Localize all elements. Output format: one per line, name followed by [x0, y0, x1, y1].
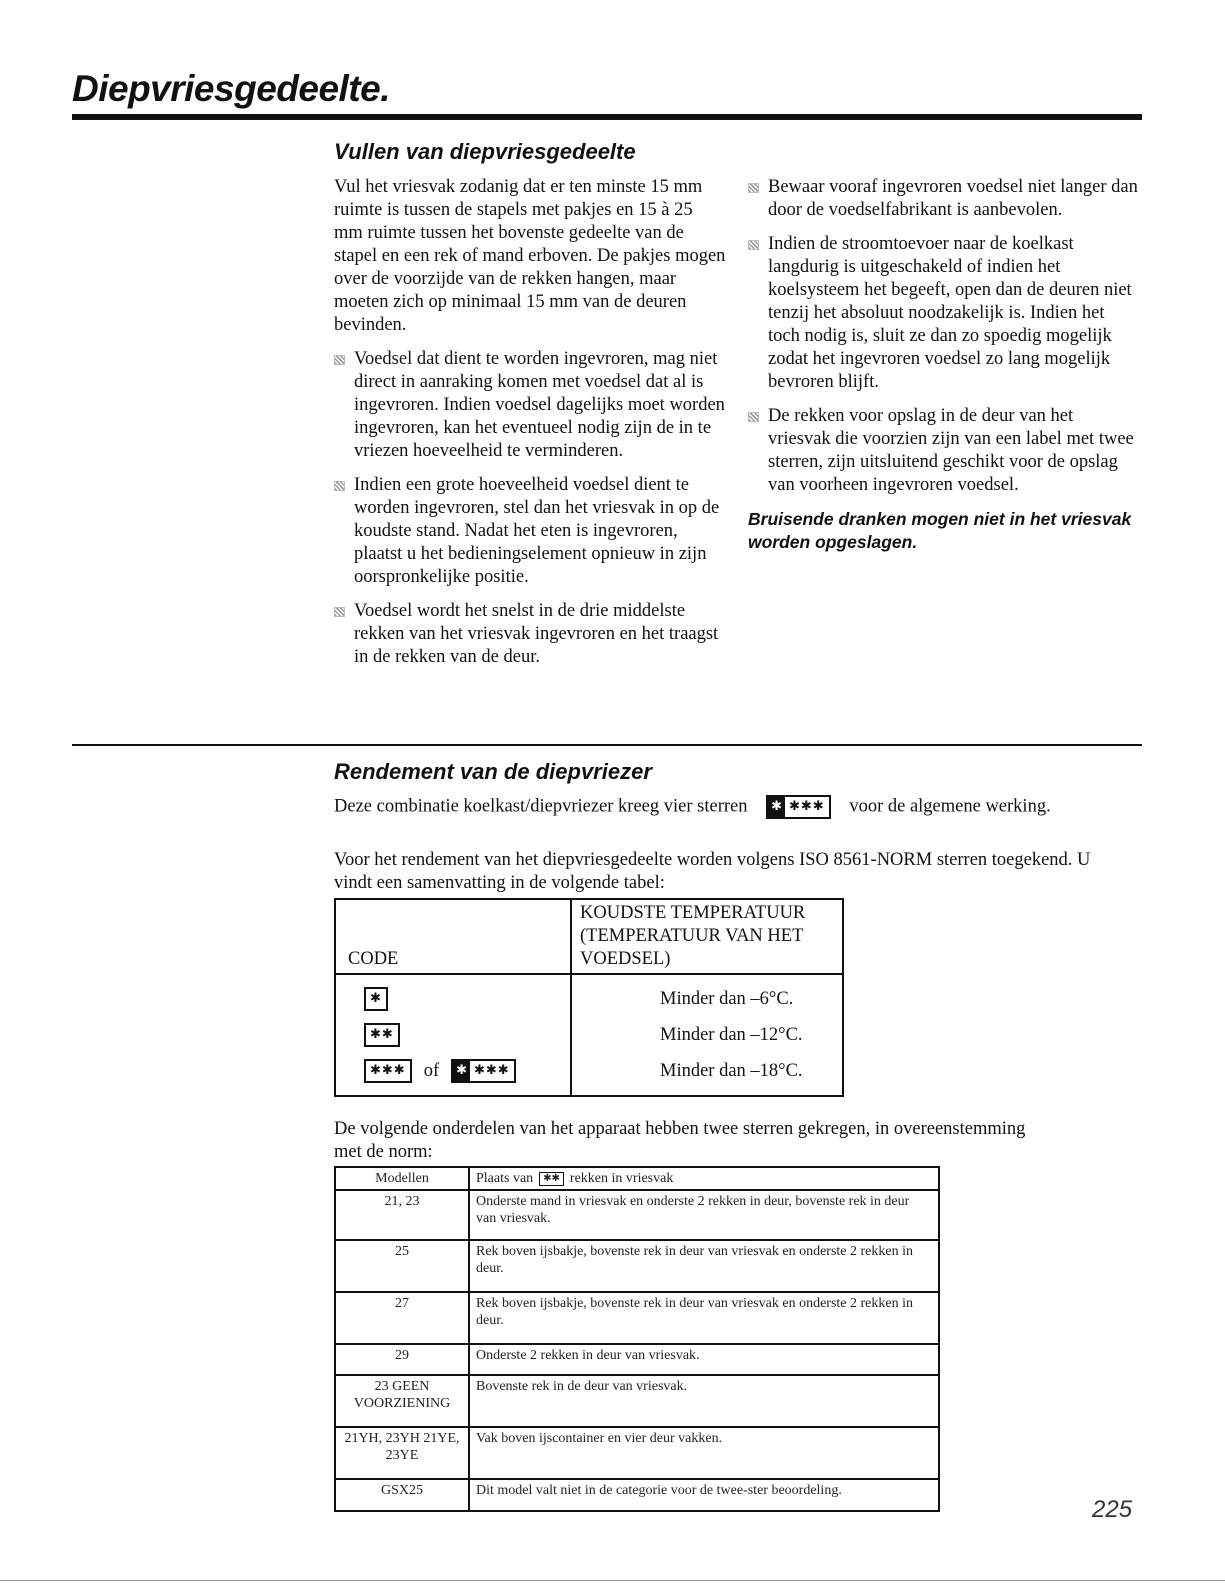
table-header-row [335, 1167, 939, 1190]
section-heading-efficiency: Rendement van de diepvriezer [334, 759, 652, 784]
place-cell: Onderste mand in vriesvak en onderste 2 rekken in deur, bovenste rek in deur van vriesvak. [469, 1190, 939, 1240]
four-star-text-after: voor de algemene werking. [849, 796, 1051, 817]
code-three-four-star [364, 1053, 570, 1089]
bullet-icon [334, 355, 345, 365]
model-cell: GSX25 [335, 1479, 469, 1511]
temperature-value: Minder dan –6°C. [660, 988, 794, 1009]
table-row [335, 1375, 939, 1427]
four-star-rating-icon [766, 795, 831, 819]
model-cell: 23 GEEN VOORZIENING [335, 1375, 469, 1427]
model-cell: 29 [335, 1344, 469, 1375]
two-star-icon: ✱✱ [364, 1023, 400, 1047]
table-body-row [335, 974, 843, 1096]
header-temperature: KOUDSTE TEMPERATUUR (TEMPERATUUR VAN HET VOEDSEL) [571, 899, 843, 974]
section-divider [72, 744, 1142, 746]
two-star-icon: ✱✱ [539, 1172, 564, 1186]
bullet-text: Voedsel dat dient te worden ingevroren, mag niet direct in aanraking komen met voedsel dat al is ingevroren. Indien voedsel dagelijks moet worden ingevroren, kan het eventueel nodig zijn de in te vriezen hoeveelheid te verminderen. [354, 349, 725, 461]
intro-paragraph: Vul het vriesvak zodanig dat er ten minste 15 mm ruimte is tussen de stapels met pakjes en 15 à 25 mm ruimte tussen het bovenste gedeelte van de stapel en een rek of mand erboven. De pakjes mogen over de voorzijde van de rekken hangen, maar moeten zich op minimaal 15 mm van de deuren bevinden. [334, 177, 726, 335]
right-column [748, 176, 1138, 554]
bullet-icon [334, 607, 345, 617]
page-bottom-edge [0, 1580, 1225, 1581]
one-star-icon: ✱ [364, 987, 388, 1011]
four-star-text-before: Deze combinatie koelkast/diepvriezer kreeg vier sterren [334, 796, 748, 817]
table-row [335, 1427, 939, 1479]
three-star-icon: ✱✱✱ [789, 799, 825, 814]
header-code: CODE [335, 899, 571, 974]
model-cell: 21YH, 23YH 21YE, 23YE [335, 1427, 469, 1479]
bullet-item [748, 405, 1138, 497]
bullet-item [748, 233, 1138, 394]
four-star-rating-icon: ✱ ✱✱✱ [451, 1059, 516, 1083]
bullet-item [334, 474, 726, 589]
bullet-icon [748, 240, 759, 250]
two-star-paragraph: De volgende onderdelen van het apparaat hebben twee sterren gekregen, in overeenstemming met de norm: [334, 1119, 1026, 1162]
temperature-value: Minder dan –12°C. [660, 1024, 803, 1045]
bullet-text: Indien de stroomtoevoer naar de koelkast langdurig is uitgeschakeld of indien het koelsysteem het begeeft, open dan de deuren niet tenzij het absoluut noodzakelijk is. Indien het toch nodig is, sluit ze dan zo spoedig mogelijk zodat het ingevroren voedsel zo lang mogelijk bevroren blijft. [768, 234, 1132, 392]
bullet-text: Voedsel wordt het snelst in de drie middelste rekken van het vriesvak ingevroren en het traagst in de rekken van de deur. [354, 601, 719, 667]
bullet-text: De rekken voor opslag in de deur van het vriesvak die voorzien zijn van een label met twee sterren, zijn uitsluitend geschikt voor de opslag van voorheen ingevroren voedsel. [768, 406, 1134, 495]
page-number: 225 [1092, 1496, 1133, 1523]
page-title: Diepvriesgedeelte. [72, 68, 390, 109]
place-cell: Dit model valt niet in de categorie voor de twee-ster beoordeling. [469, 1479, 939, 1511]
three-star-icon: ✱✱✱ [364, 1059, 412, 1083]
iso-paragraph: Voor het rendement van het diepvriesgedeelte worden volgens ISO 8561-NORM sterren toegekend. U vindt een samenvatting in de volgende tabel: [334, 850, 1091, 893]
code-cell [335, 974, 571, 1096]
model-cell: 25 [335, 1240, 469, 1292]
or-label: of [423, 1060, 440, 1081]
bullet-text: Indien een grote hoeveelheid voedsel dient te worden ingevroren, stel dan het vriesvak in op de koudste stand. Nadat het eten is ingevroren, plaatst u het bedieningselement opnieuw in zijn oorspronkelijke positie. [354, 475, 720, 587]
bullet-item [334, 600, 726, 669]
header-models: Modellen [335, 1167, 469, 1190]
filled-star-icon: ✱ [768, 797, 785, 817]
place-cell: Bovenste rek in de deur van vriesvak. [469, 1375, 939, 1427]
header-place: Plaats van ✱✱ rekken in vriesvak [469, 1167, 939, 1190]
bullet-text: Bewaar vooraf ingevroren voedsel niet langer dan door de voedselfabrikant is aanbevolen. [768, 177, 1138, 220]
model-cell: 21, 23 [335, 1190, 469, 1240]
table-header-row [335, 899, 843, 974]
star-rating-table [334, 898, 844, 1097]
bullet-item [748, 176, 1138, 222]
model-cell: 27 [335, 1292, 469, 1344]
bullet-item [334, 348, 726, 463]
place-cell: Vak boven ijscontainer en vier deur vakken. [469, 1427, 939, 1479]
bullet-icon [748, 183, 759, 193]
temperature-value: Minder dan –18°C. [660, 1060, 803, 1081]
place-cell: Rek boven ijsbakje, bovenste rek in deur van vriesvak en onderste 2 rekken in deur. [469, 1292, 939, 1344]
temperature-cell [571, 974, 843, 1096]
warning-text: Bruisende dranken mogen niet in het vriesvak worden opgeslagen. [748, 509, 1132, 552]
section-heading-filling: Vullen van diepvriesgedeelte [334, 139, 636, 164]
table-row [335, 1479, 939, 1511]
left-column [334, 176, 726, 680]
table-row [335, 1190, 939, 1240]
bullet-icon [334, 481, 345, 491]
title-rule [72, 114, 1142, 120]
place-cell: Rek boven ijsbakje, bovenste rek in deur van vriesvak en onderste 2 rekken in deur. [469, 1240, 939, 1292]
table-row [335, 1292, 939, 1344]
models-table [334, 1166, 940, 1512]
code-one-star [364, 981, 570, 1017]
bullet-icon [748, 412, 759, 422]
four-star-paragraph [334, 795, 1114, 819]
code-two-star [364, 1017, 570, 1053]
table-row [335, 1240, 939, 1292]
place-cell: Onderste 2 rekken in deur van vriesvak. [469, 1344, 939, 1375]
table-row [335, 1344, 939, 1375]
